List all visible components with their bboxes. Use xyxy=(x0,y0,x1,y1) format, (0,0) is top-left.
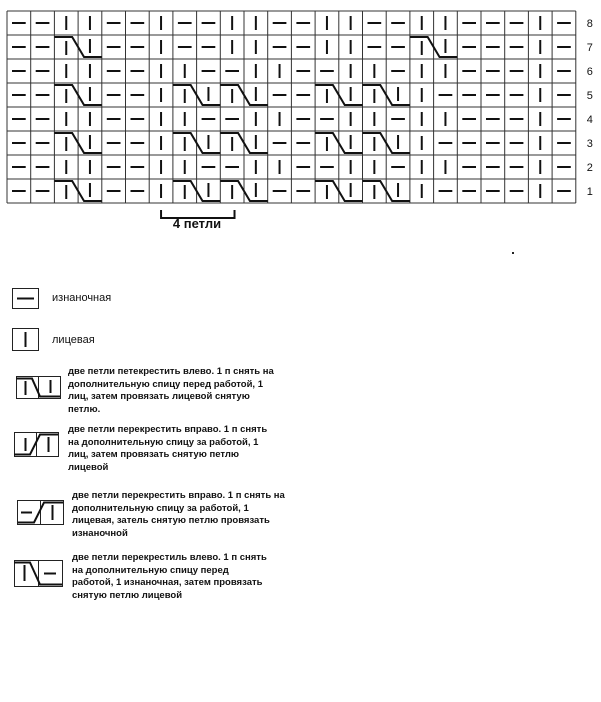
legend-line: на дополнительную спицу за работой, 1 xyxy=(68,436,259,448)
legend-line: лиц, затем провязать снятую петлю xyxy=(68,449,240,460)
row-number: 8 xyxy=(586,18,593,30)
legend-cross-right-knit-text xyxy=(68,424,298,474)
legend-line: петлю. xyxy=(68,403,101,415)
stray-dot xyxy=(512,252,514,254)
row-number: 1 xyxy=(586,186,593,198)
cross-right-purl-icon xyxy=(12,490,68,526)
bracket-label: 4 петли xyxy=(172,216,222,231)
legend-cross-right-purl-text xyxy=(72,490,302,540)
legend-line: на дополнительную спицу перед xyxy=(72,564,229,576)
row-number: 2 xyxy=(586,162,593,174)
legend-line: лиц, затем провязать лицевой снятую xyxy=(68,391,250,402)
legend-line: лицевой xyxy=(68,461,109,473)
legend-line: две петли петекрестить влево. 1 п снять на xyxy=(68,366,274,377)
legend-cross-left-knit-text xyxy=(68,366,298,416)
row-number: 6 xyxy=(586,66,593,78)
knitting-chart xyxy=(0,0,601,240)
legend-line: работой, 1 изнаночная, затем провязать xyxy=(72,577,263,588)
legend-knit-label: лицевая xyxy=(52,334,95,346)
legend-line: дополнительную спицу за работой, 1 xyxy=(72,502,249,514)
cross-left-knit-icon xyxy=(12,366,62,402)
legend-cross-left-purl-text xyxy=(72,552,302,602)
legend-line: изнаночной xyxy=(72,527,128,539)
cross-left-purl-icon xyxy=(12,552,68,588)
cross-right-knit-icon xyxy=(12,424,62,460)
legend-line: лицевая, затель снятую петлю провязать xyxy=(72,515,270,526)
knit-symbol-icon xyxy=(12,328,40,352)
purl-symbol-icon xyxy=(12,288,40,310)
legend-line: дополнительную спицу перед работой, 1 xyxy=(68,378,263,390)
row-number: 7 xyxy=(586,42,593,54)
row-number: 4 xyxy=(586,114,593,126)
legend-line: две петли перекрестить вправо. 1 п снять на xyxy=(72,490,285,501)
legend-line: две петли перекрестить вправо. 1 п снять xyxy=(68,424,268,435)
legend-purl-label: изнаночная xyxy=(52,292,112,304)
legend-line: снятую петлю лицевой xyxy=(72,589,183,601)
row-number: 3 xyxy=(586,138,593,150)
legend-line: две петли перекрестиль влево. 1 п снять xyxy=(72,552,267,563)
row-number: 5 xyxy=(586,90,593,102)
